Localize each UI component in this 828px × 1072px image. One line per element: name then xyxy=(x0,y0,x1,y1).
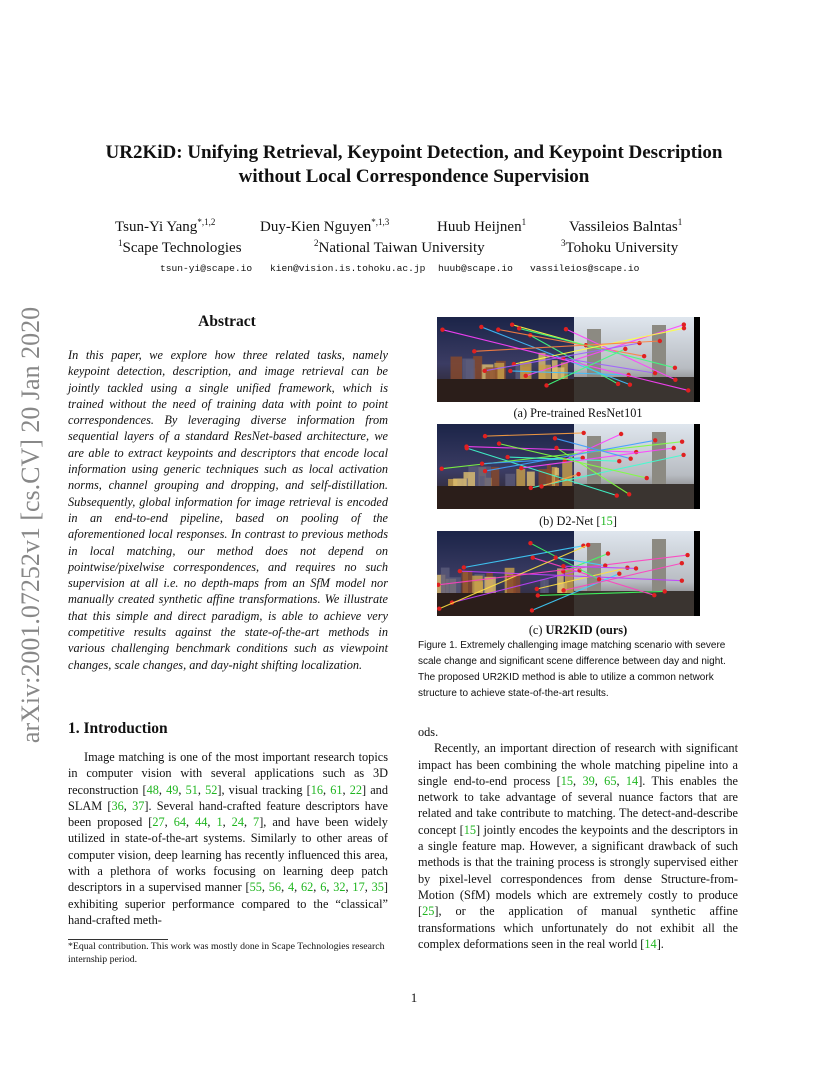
title-line-1: UR2KiD: Unifying Retrieval, Keypoint Detection, and Keypoint Description xyxy=(105,142,723,163)
matching-image-a xyxy=(437,317,700,402)
citation-link[interactable]: 14 xyxy=(644,936,657,951)
paragraph-text: ] exhibiting superior performance compared to the “classical” hand-crafted meth- xyxy=(68,880,389,927)
paragraph-text: , xyxy=(364,880,372,895)
paragraph-text: , xyxy=(178,782,186,797)
paragraph-text: ], visual tracking [ xyxy=(217,782,311,797)
abstract-heading: Abstract xyxy=(198,313,256,330)
citation-link[interactable]: 49 xyxy=(166,782,179,797)
paragraph-text: ] and SLAM [ xyxy=(68,782,388,813)
author-2: Duy-Kien Nguyen$^{*,1,3}$ xyxy=(260,217,390,235)
citation-link[interactable]: 36 xyxy=(111,798,124,813)
footnote: *Equal contribution. This work was mostly done in Scape Technologies research internship period. xyxy=(68,941,385,965)
intro-heading: 1. Introduction xyxy=(68,720,168,737)
citation-link[interactable]: 1 xyxy=(216,815,223,830)
paragraph-text: ], or the application of manual synthetic affine transformations which unfortunately do not exhibit all the complex deformations seen in the real world [ xyxy=(418,904,738,951)
matching-image-c xyxy=(437,531,700,616)
citation-link[interactable]: 15 xyxy=(560,773,573,788)
citation-link[interactable]: 24 xyxy=(231,815,244,830)
page-number: 1 xyxy=(410,990,418,1005)
author-1: Tsun-Yi Yang$^{*,1,2}$ xyxy=(115,217,216,235)
citation-link[interactable]: 7 xyxy=(253,815,260,830)
intro-paragraph-1-end: ods. xyxy=(418,725,439,739)
paragraph-text: ], and have been widely utilized in state-of-the-art systems. Similarly to other areas of computer vision, deep learning has recently influenced this area, with a plethora of works focusing on learning deep patch descriptors in a supervised manner [ xyxy=(68,815,388,895)
citation-link[interactable]: 61 xyxy=(330,782,343,797)
paragraph-text: , xyxy=(158,782,167,797)
citation-link[interactable]: 55 xyxy=(249,880,262,895)
paper-title xyxy=(0,141,828,189)
citation-link[interactable]: 25 xyxy=(422,904,435,919)
paragraph-text: ]. xyxy=(656,936,664,951)
arxiv-stamp-text: arXiv:2001.07252v1 [cs.CV] 20 Jan 2020 xyxy=(16,306,45,744)
paragraph-text: , xyxy=(342,782,350,797)
subcaption-a: (a) Pre-trained ResNet101 xyxy=(513,406,643,420)
paragraph-text: , xyxy=(573,773,583,788)
figure-panel-a xyxy=(437,317,700,402)
email-4[interactable]: vassileios@scape.io xyxy=(530,263,640,274)
paragraph-text: , xyxy=(326,880,334,895)
intro-column-2 xyxy=(418,724,738,952)
citation-link[interactable]: 14 xyxy=(625,773,639,788)
subcaption-c: (c) UR2KID (ours) xyxy=(528,623,628,637)
email-2[interactable]: kien@vision.is.tohoku.ac.jp xyxy=(270,263,426,274)
title-line-2: without Local Correspondence Supervision xyxy=(238,166,590,187)
paragraph-text: , xyxy=(186,815,196,830)
paragraph-text: ]. Several hand-crafted feature descriptors have been proposed [ xyxy=(68,798,389,830)
citation-link[interactable]: 39 xyxy=(582,773,595,788)
figure-panel-c xyxy=(437,531,700,616)
intro-paragraph-1 xyxy=(68,749,388,928)
citation-link[interactable]: 15 xyxy=(463,822,477,837)
citation-link[interactable]: 64 xyxy=(173,815,187,830)
subcaption-b: (b) D2-Net [15] xyxy=(539,514,617,528)
paragraph-text: , xyxy=(616,773,626,788)
citation-link[interactable]: 16 xyxy=(310,782,323,797)
citation-link[interactable]: 17 xyxy=(352,880,365,895)
arxiv-stamp xyxy=(14,290,48,760)
citation-link[interactable]: 35 xyxy=(371,880,384,895)
paragraph-text: , xyxy=(594,773,605,788)
email-1[interactable]: tsun-yi@scape.io xyxy=(160,263,253,274)
citation-link[interactable]: 6 xyxy=(320,880,327,895)
paragraph-text: , xyxy=(294,880,301,895)
citation-link[interactable]: 52 xyxy=(205,782,218,797)
paragraph-text: , xyxy=(313,880,321,895)
paragraph-text: Recently, an important direction of research with significant impact has been combining the whole matching pipeline into a single end-to-end process [ xyxy=(418,741,738,788)
paragraph-text: , xyxy=(164,815,174,830)
abstract-text: In this paper, we explore how three related tasks, namely keypoint detection, description, and image retrieval can be jointly tackled using a single unified framework, which is trained without the need of training data with point to point correspondences. By leveraging diverse information from sequential layers of a standard ResNet-based architecture, we are able to extract keypoints and descriptors that encode local information using generic techniques such as local activation norms, channel grouping and dropping, and self-distillation. Subsequently, global information for image retrieval is encoded in an end-to-end pipeline, based on pooling of the aforementioned local responses. In contrast to previous methods in local matching, our method does not depend on pointwise/pixelwise correspondences, and requires no such supervision at all i.e. no depth-maps from an SfM model nor manually created synthetic affine transformations. We illustrate that this simple and direct paradigm, is able to achieve very competitive results against the state-of-the-art methods in various challenging benchmark conditions such as viewpoint changes, scale changes, and day-night shifting localization. xyxy=(68,348,388,672)
citation-link[interactable]: 51 xyxy=(185,782,198,797)
footnote-rule xyxy=(68,939,168,940)
citation-link[interactable]: 15 xyxy=(600,514,613,528)
matching-image-b xyxy=(437,424,700,509)
citation-link[interactable]: 48 xyxy=(146,782,159,797)
citation-link[interactable]: 32 xyxy=(333,880,346,895)
citation-link[interactable]: 56 xyxy=(268,880,282,895)
citation-link[interactable]: 44 xyxy=(195,815,208,830)
paragraph-text: ] jointly encodes the keypoints and the descriptors in a single feature map. However, a significant drawback of such methods is that the training process is strongly supervised either by pixel-level correspondences from dense Structure-from-Motion (SfM) models which are extremely costly to produce [ xyxy=(418,822,739,919)
paragraph-text: , xyxy=(261,880,269,895)
intro-paragraph-2 xyxy=(418,740,738,952)
affiliation-3: $^3$Tohoku University xyxy=(561,238,679,256)
paragraph-text: , xyxy=(222,815,232,830)
citation-link[interactable]: 65 xyxy=(604,773,617,788)
paragraph-text: Image matching is one of the most important research topics in computer vision with several applications such as 3D reconstruction [ xyxy=(68,750,388,797)
paragraph-text: , xyxy=(281,880,288,895)
figure-caption: Figure 1. Extremely challenging image matching scenario with severe scale change and significant scene difference between day and night. The proposed UR2KID method is able to utilize a common network structure to achieve state-of-the-art results. xyxy=(418,640,726,699)
paragraph-text: , xyxy=(243,815,254,830)
figure-panel-b xyxy=(437,424,700,509)
citation-link[interactable]: 22 xyxy=(349,782,362,797)
paragraph-text: ]. This enables the network to take advantage of several nuance factors that are related and take contribute to matching. The detect-and-describe concept [ xyxy=(418,773,738,837)
author-3: Huub Heijnen$^1$ xyxy=(437,217,527,235)
email-3[interactable]: huub@scape.io xyxy=(438,263,513,274)
affiliation-1: $^1$Scape Technologies xyxy=(118,238,242,256)
paragraph-text: , xyxy=(207,815,217,830)
citation-link[interactable]: 62 xyxy=(301,880,314,895)
citation-link[interactable]: 37 xyxy=(132,798,145,813)
paragraph-text: , xyxy=(322,782,331,797)
affiliation-2: $^2$National Taiwan University xyxy=(314,238,485,256)
author-4: Vassileios Balntas$^1$ xyxy=(569,217,683,235)
citation-link[interactable]: 4 xyxy=(287,880,295,895)
paragraph-text: , xyxy=(345,880,353,895)
citation-link[interactable]: 27 xyxy=(152,815,165,830)
paragraph-text: , xyxy=(123,798,133,813)
paragraph-text: , xyxy=(197,782,206,797)
